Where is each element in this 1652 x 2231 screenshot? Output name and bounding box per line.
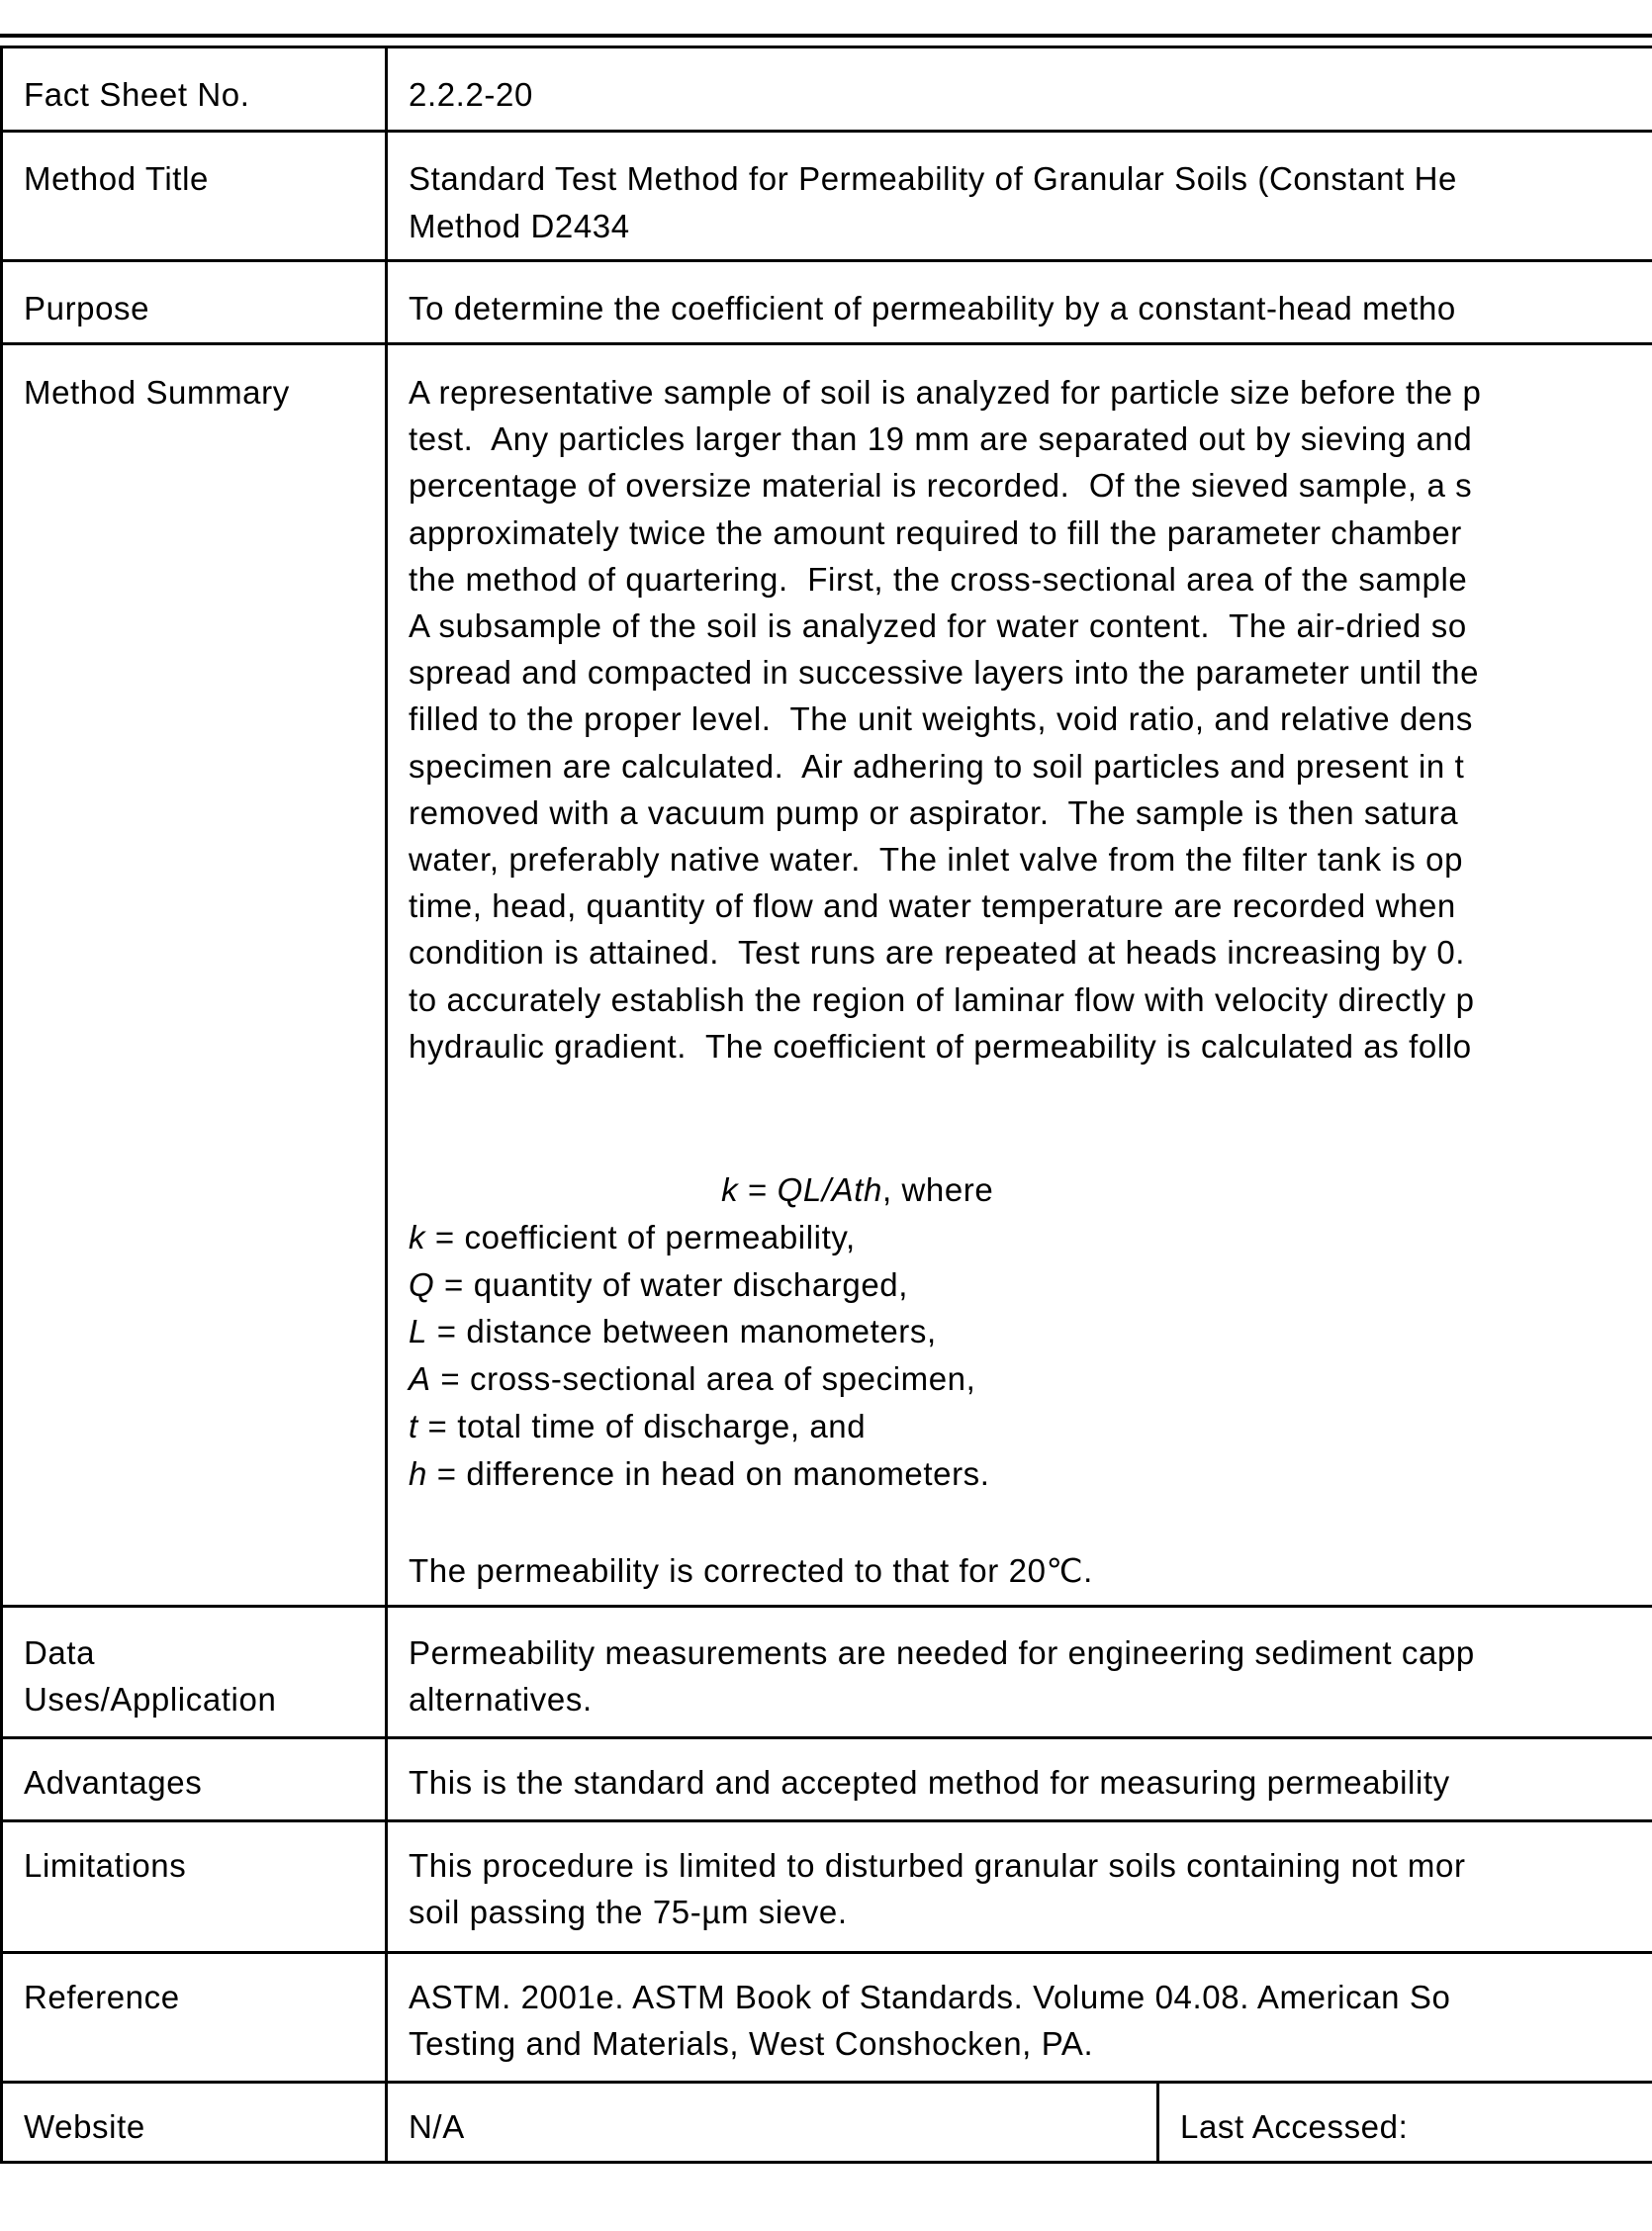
label-data-uses-line: Data xyxy=(24,1634,96,1671)
formula-expression: QL/Ath xyxy=(777,1171,882,1208)
label-reference: Reference xyxy=(24,1979,180,2015)
method-summary-line: water, preferably native water. The inlet valve from the filter tank is op xyxy=(409,841,1464,878)
variable-symbol: h xyxy=(409,1454,427,1492)
value-reference-line: Testing and Materials, West Conshocken, PA. xyxy=(409,2025,1094,2062)
method-summary-line: hydraulic gradient. The coefficient of permeability is calculated as follo xyxy=(409,1027,1472,1065)
temperature-correction-note: The permeability is corrected to that for 20℃. xyxy=(409,1552,1093,1589)
label-fact-sheet-no: Fact Sheet No. xyxy=(24,76,250,113)
variable-symbol: L xyxy=(409,1313,427,1350)
permeability-formula xyxy=(683,1120,994,1208)
variable-description: = distance between manometers, xyxy=(426,1313,937,1350)
variable-definition xyxy=(409,1261,908,1308)
variable-definition xyxy=(409,1214,856,1260)
variable-description: = coefficient of permeability, xyxy=(425,1219,856,1255)
row-divider xyxy=(0,259,1652,262)
label-data-uses-line: Uses/Application xyxy=(24,1681,277,1718)
variable-definition xyxy=(409,1355,975,1402)
row-divider xyxy=(0,1736,1652,1739)
method-summary-line: condition is attained. Test runs are repeated at heads increasing by 0. xyxy=(409,934,1466,972)
method-summary-line: spread and compacted in successive layers into the parameter until the xyxy=(409,654,1480,692)
variable-definition xyxy=(409,1450,990,1497)
value-method-title-line: Standard Test Method for Permeability of Granular Soils (Constant He xyxy=(409,160,1458,197)
label-website: Website xyxy=(24,2108,145,2145)
method-summary-line: time, head, quantity of flow and water temperature are recorded when xyxy=(409,887,1456,925)
top-rule xyxy=(0,34,1652,38)
value-data-uses-line: alternatives. xyxy=(409,1681,593,1718)
variable-description: = quantity of water discharged, xyxy=(434,1265,908,1303)
value-limitations-line: soil passing the 75-µm sieve. xyxy=(409,1894,848,1930)
row-divider xyxy=(0,130,1652,133)
label-advantages: Advantages xyxy=(24,1764,203,1801)
label-purpose: Purpose xyxy=(24,290,150,326)
column-divider xyxy=(385,46,388,2164)
value-data-uses-line: Permeability measurements are needed for engineering sediment capp xyxy=(409,1634,1475,1671)
value-fact-sheet-no: 2.2.2-20 xyxy=(409,76,533,113)
value-advantages: This is the standard and accepted method for measuring permeability xyxy=(409,1764,1450,1801)
row-divider xyxy=(0,342,1652,345)
variable-symbol: Q xyxy=(409,1265,435,1303)
label-method-title: Method Title xyxy=(24,160,209,197)
variable-definition xyxy=(409,1403,866,1449)
row-divider xyxy=(0,1951,1652,1954)
value-website: N/A xyxy=(409,2108,465,2145)
variable-description: = difference in head on manometers. xyxy=(426,1454,990,1492)
row-divider xyxy=(0,1819,1652,1822)
formula-symbol-k: k xyxy=(721,1171,739,1208)
variable-description: = total time of discharge, and xyxy=(417,1407,867,1444)
variable-description: = cross-sectional area of specimen, xyxy=(430,1360,976,1398)
label-limitations: Limitations xyxy=(24,1847,187,1884)
value-purpose: To determine the coefficient of permeability by a constant-head metho xyxy=(409,290,1456,326)
value-reference-line: ASTM. 2001e. ASTM Book of Standards. Volume 04.08. American So xyxy=(409,1979,1451,2015)
method-summary-line: the method of quartering. First, the cross-sectional area of the sample xyxy=(409,560,1468,598)
variable-symbol: k xyxy=(409,1219,426,1255)
method-summary-line: removed with a vacuum pump or aspirator. The sample is then satura xyxy=(409,793,1459,831)
label-last-accessed: Last Accessed: xyxy=(1180,2108,1409,2145)
value-method-title-line: Method D2434 xyxy=(409,208,630,244)
row-divider xyxy=(0,2081,1652,2084)
method-summary-line: A representative sample of soil is analyzed for particle size before the p xyxy=(409,374,1482,411)
variable-symbol: A xyxy=(409,1360,431,1398)
method-summary-line: A subsample of the soil is analyzed for water content. The air-dried so xyxy=(409,607,1467,644)
method-summary-line: to accurately establish the region of laminar flow with velocity directly p xyxy=(409,980,1475,1018)
formula-tail: , where xyxy=(881,1171,994,1208)
method-summary-line: filled to the proper level. The unit weights, void ratio, and relative dens xyxy=(409,700,1473,738)
label-method-summary: Method Summary xyxy=(24,374,290,411)
method-summary-line: test. Any particles larger than 19 mm are separated out by sieving and xyxy=(409,420,1473,458)
method-summary-line: approximately twice the amount required to fill the parameter chamber xyxy=(409,513,1462,551)
variable-symbol: t xyxy=(409,1407,418,1444)
website-column-divider xyxy=(1156,2081,1159,2164)
value-limitations-line: This procedure is limited to disturbed granular soils containing not mor xyxy=(409,1847,1466,1884)
row-divider xyxy=(0,1605,1652,1608)
method-summary-line: specimen are calculated. Air adhering to soil particles and present in t xyxy=(409,747,1465,785)
table-top-border xyxy=(0,46,1652,48)
variable-definition xyxy=(409,1308,937,1354)
table-bottom-border xyxy=(0,2161,1652,2164)
method-summary-line: percentage of oversize material is recorded. Of the sieved sample, a s xyxy=(409,467,1473,505)
table-left-border xyxy=(0,46,3,2164)
formula-equals: = xyxy=(738,1171,778,1208)
